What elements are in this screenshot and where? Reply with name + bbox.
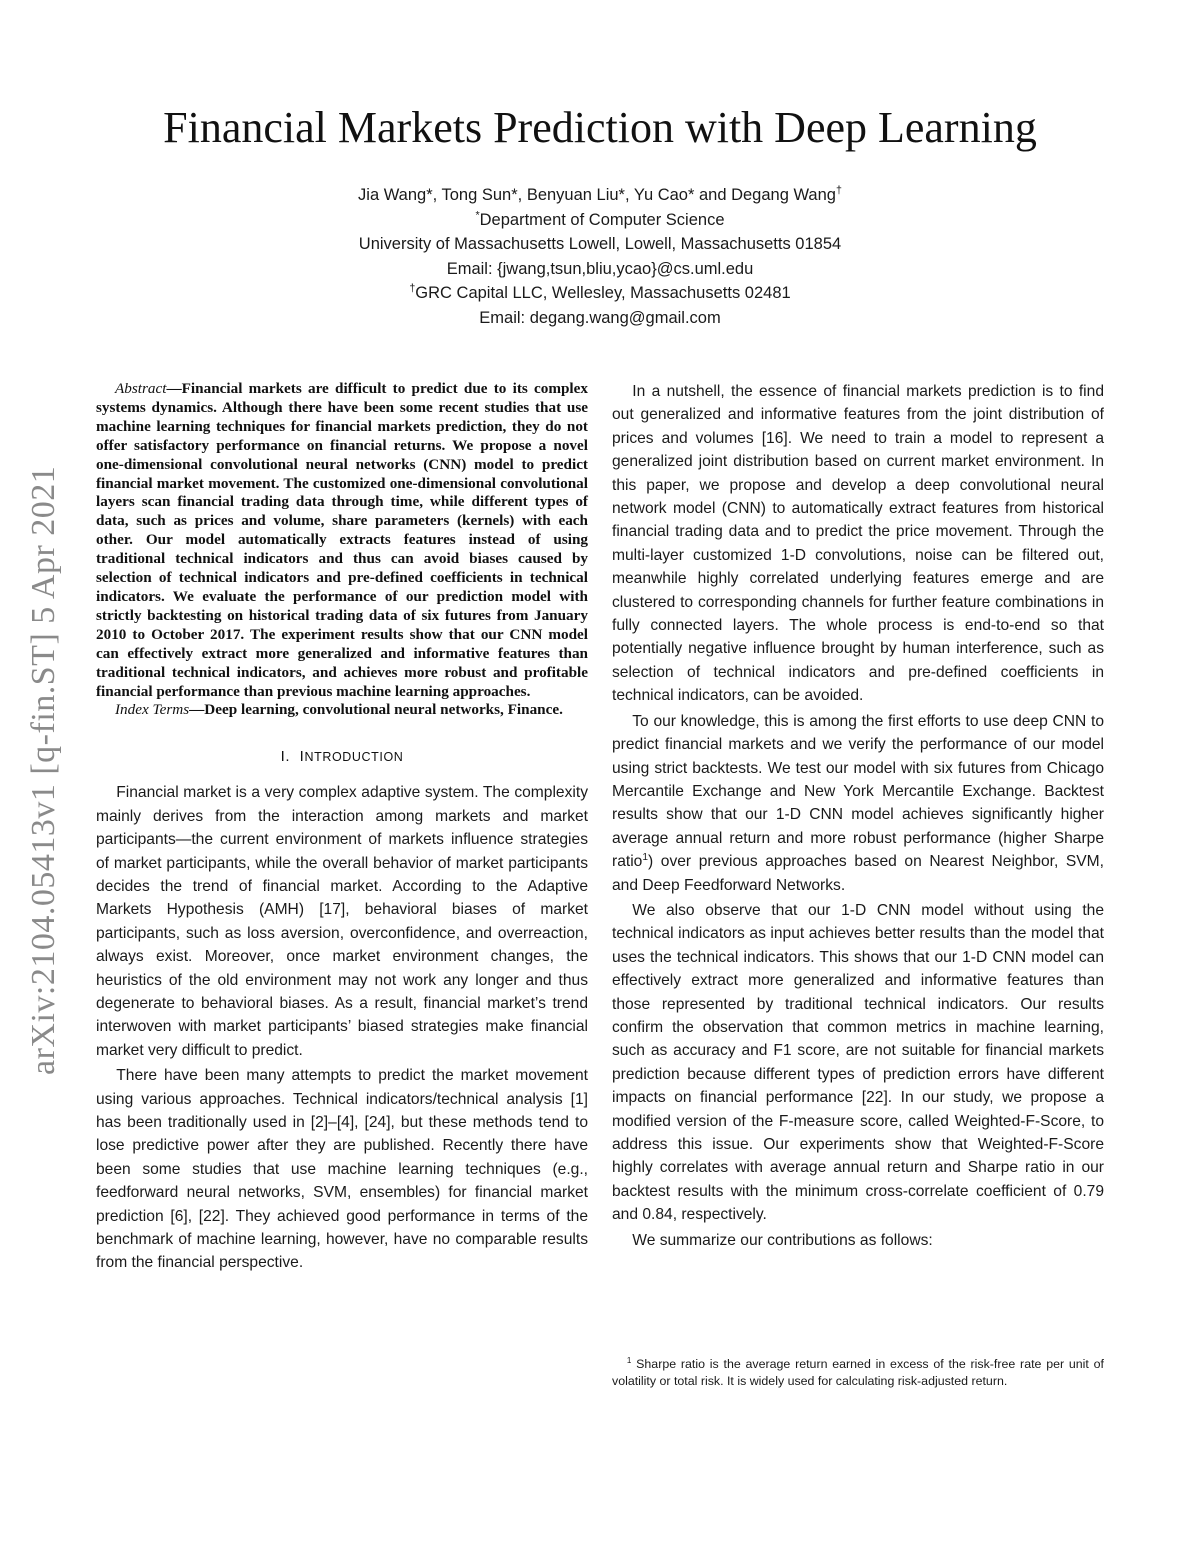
author-list: Jia Wang*, Tong Sun*, Benyuan Liu*, Yu Cao* and Degang Wang† <box>358 184 842 204</box>
abstract-label: Abstract <box>115 380 167 397</box>
intro-paragraph-2: There have been many attempts to predict the market movement using various approaches. Technical indicators/technical analysis [1] has been traditionally used in [2]–[4], [24], but these methods tend to lose predictive power after they are published. Recently there have been some studies that use machine learning techniques (e.g., feedforward neural networks, SVM, ensembles) for financial market prediction [6], [22]. They achieved good performance in terms of the benchmark of machine learning, however, have no comparable results from the financial perspective. <box>96 1067 588 1272</box>
intro-paragraph-5: We also observe that our 1-D CNN model without using the technical indicators as input achieves better results than the model that uses the technical indicators. This shows that our 1-D CNN model can effectively extract more generalized and informative features than those represented by traditional technical indicators. Our results confirm the observation that common metrics in machine learning, such as accuracy and F1 score, are not suitable for financial markets prediction because different types of prediction errors have different impacts on financial performance [22]. In our study, we propose a modified version of the F-measure score, called Weighted-F-Score, to address this issue. Our experiments show that Weighted-F-Score highly correlates with average annual return and Sharpe ratio in our backtest results with the minimum cross-correlate coefficient of 0.79 and 0.84, respectively. <box>612 901 1104 1224</box>
index-terms-label: Index Terms <box>115 701 190 719</box>
intro-paragraph-1: Financial market is a very complex adaptive system. The complexity mainly derives from the interaction among markets and market participants—the current environment of markets influence strategies of market participants, while the overall behavior of market participants decides the trend of financial market. According to the Adaptive Markets Hypothesis (AMH) [17], behavioral biases of market participants, such as loss aversion, overconfidence, and overreaction, always exist. Moreover, once market environment changes, the heuristics of the old environment may not work any longer and thus degenerate to behavioral biases. As a result, financial market’s trend interwoven with market participants’ biased strategies make financial market very difficult to predict. <box>96 784 588 1059</box>
footnote-ref: 1 <box>642 851 648 863</box>
dagger-mark-2: † <box>409 282 416 295</box>
affiliation-department: *Department of Computer Science <box>475 209 725 229</box>
intro-paragraph-4: To our knowledge, this is among the first efforts to use deep CNN to predict financial markets and we verify the performance of our model using strict backtests. We test our model with six futures from Chicago Mercantile Exchange and New York Mercantile Exchange. Backtest results show that our 1-D CNN model achieves significantly higher average annual return and more robust performance (higher Sharpe ratio$^1$) over previous approaches based on Nearest Neighbor, SVM, and Deep Feedforward Networks. <box>612 712 1104 894</box>
intro-paragraph-6: We summarize our contributions as follows: <box>632 1231 933 1249</box>
arxiv-identifier-stamp: arXiv:2104.05413v1 [q-fin.ST] 5 Apr 2021 <box>25 465 62 1075</box>
affiliation-company: †GRC Capital LLC, Wellesley, Massachusetts 02481 <box>409 282 791 302</box>
affiliation-email-2: Email: degang.wang@gmail.com <box>479 308 721 327</box>
author-affiliations <box>200 183 1000 330</box>
paper-title: Financial Markets Prediction with Deep Learning <box>163 103 1037 152</box>
abstract-text: —Financial markets are difficult to predict due to its complex systems dynamics. Although there have been some recent studies that use machine learning techniques for financial markets prediction, they do not offer satisfactory performance on financial returns. We propose a novel one-dimensional convolutional neural networks (CNN) model to predict financial market movement. The customized one-dimensional convolutional layers scan financial trading data through time, while different types of data, such as prices and volume, share parameters (kernels) with each other. Our model automatically extracts features instead of using traditional technical indicators and thus can avoid biases caused by selection of technical indicators and pre-defined coefficients in technical indicators. We evaluate the performance of our prediction model with strictly backtesting on historical trading data of six futures from January 2010 to October 2017. The experiment results show that our CNN model can effectively extract more generalized and informative features than traditional technical indicators, and achieves more robust and profitable financial performance than previous machine learning approaches. <box>96 380 588 700</box>
footnote: $^1$ Sharpe ratio is the average return earned in excess of the risk-free rate per unit of volatility or total risk. It is widely used for calculating risk-adjusted return. <box>612 1355 1104 1388</box>
left-column <box>96 380 588 1275</box>
affiliation-university: University of Massachusetts Lowell, Lowell, Massachusetts 01854 <box>358 235 842 253</box>
footnote-mark: 1 <box>626 1355 632 1365</box>
section-heading-introduction: I. INTRODUCTION <box>280 748 404 766</box>
index-terms-text: —Deep learning, convolutional neural networks, Finance. <box>189 701 563 719</box>
intro-paragraph-3: In a nutshell, the essence of financial markets prediction is to find out generalized and informative features from the joint distribution of prices and volumes [16]. We need to train a model to represent a generalized joint distribution based on current market environment. In this paper, we propose and develop a deep convolutional neural network model (CNN) to automatically extract features from historical financial trading data and to predict the price movement. Through the multi-layer customized 1-D convolutions, noise can be filtered out, meanwhile highly correlated underlying features emerge and are clustered to corresponding channels for further feature combinations in fully connected layers. The whole process is end-to-end so that potentially negative influence brought by human interference, such as selection of technical indicators and pre-defined coefficients in technical indicators, can be avoided. <box>612 383 1104 705</box>
index-terms <box>96 701 588 720</box>
right-column <box>612 380 1104 1252</box>
affiliation-email-1: Email: {jwang,tsun,bliu,ycao}@cs.uml.edu <box>446 259 754 278</box>
dagger-mark: † <box>835 184 842 197</box>
star-mark: * <box>475 209 480 221</box>
abstract <box>96 380 588 701</box>
